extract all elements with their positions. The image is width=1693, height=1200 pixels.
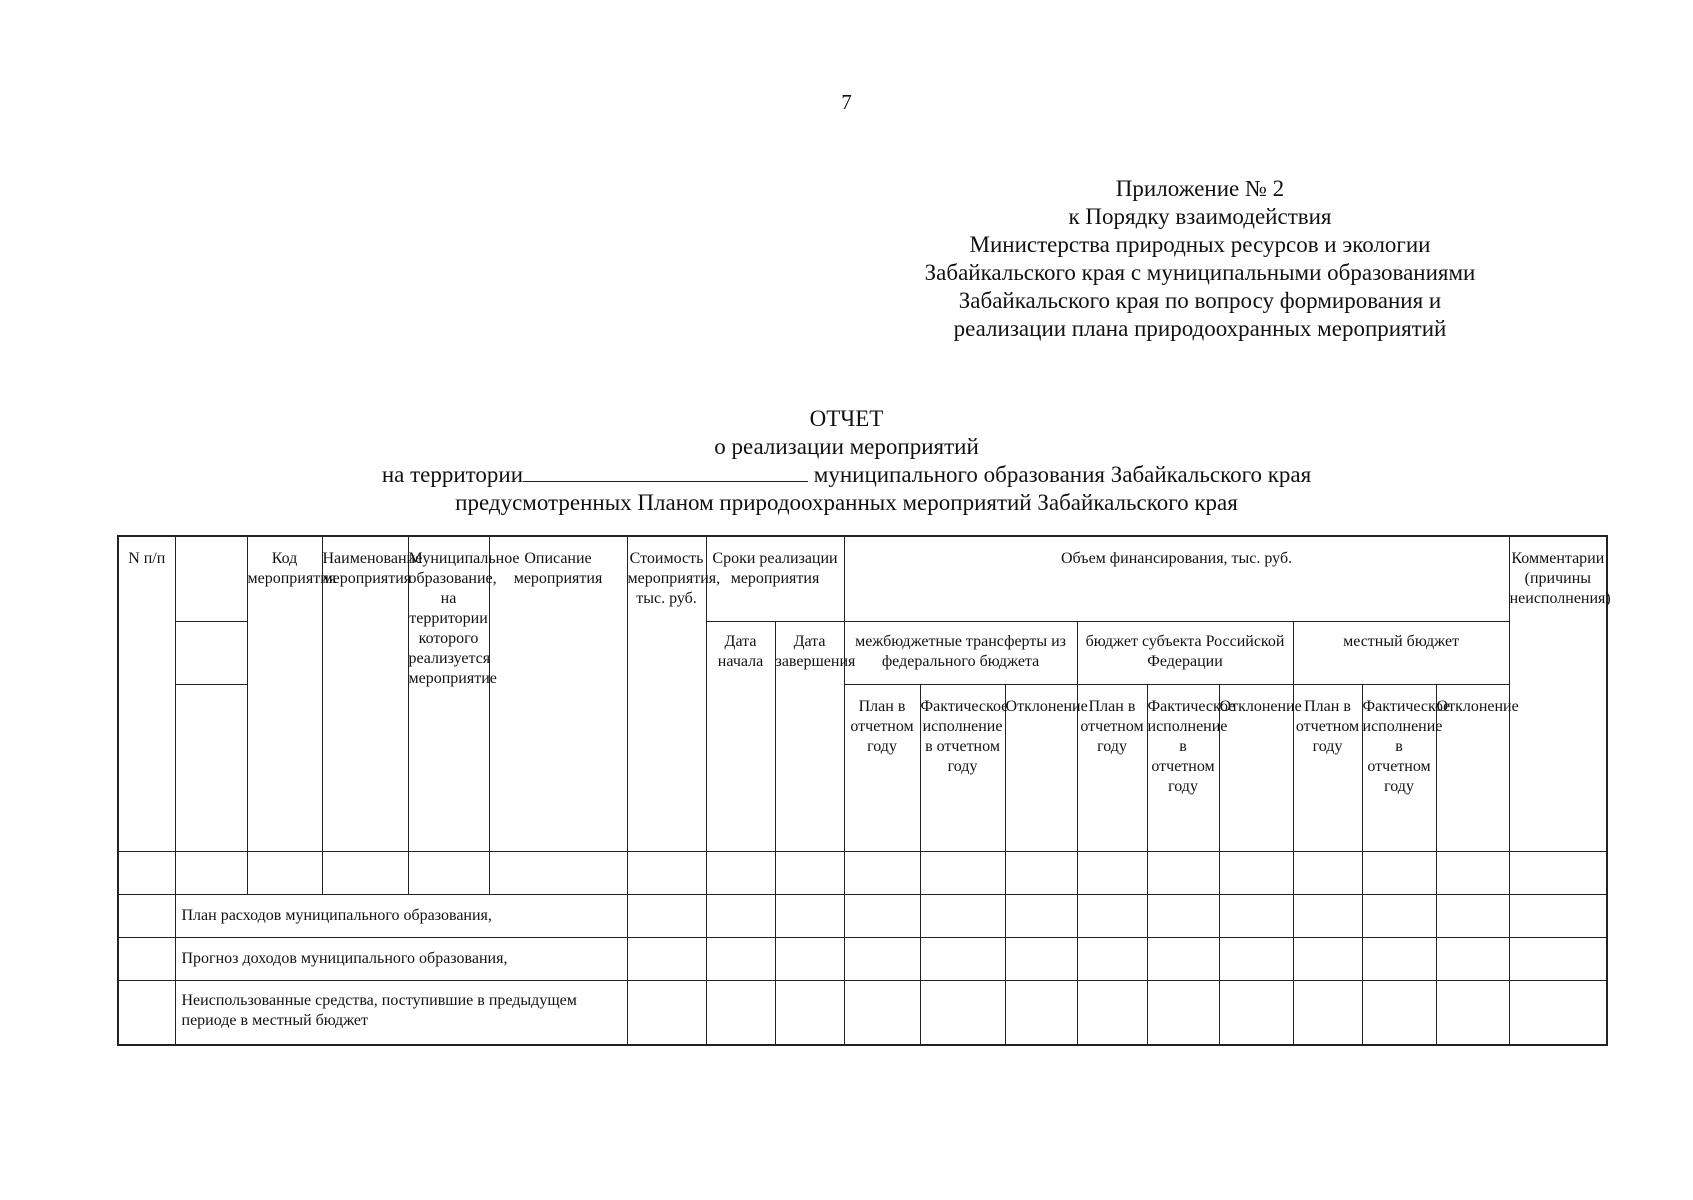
table-cell[interactable] [1509,851,1607,894]
appendix-line: Министерства природных ресурсов и экологии [969,232,1431,257]
table-cell[interactable] [844,851,920,894]
report-title [0,405,1693,517]
appendix-line: реализации плана природоохранных мероприятий [953,316,1447,341]
table-cell[interactable] [322,851,408,894]
table-cell[interactable] [627,980,706,1045]
report-table [117,535,1611,1046]
table-cell[interactable] [408,851,489,894]
header-end-date: Дата завершения [775,621,844,851]
table-cell[interactable] [706,937,775,980]
header-name: Наименование мероприятия [322,536,408,851]
appendix-line: Забайкальского края по вопросу формирования и [958,288,1442,313]
report-title-line4: предусмотренных Планом природоохранных мероприятий Забайкальского края [455,490,1238,515]
table-cell[interactable] [1147,980,1219,1045]
header-local-deviation: Отклонение [1436,684,1509,851]
table-cell [118,980,175,1045]
header-federal-actual: Фактическое исполнение в отчетном году [920,684,1005,851]
table-cell[interactable] [1005,980,1077,1045]
table-cell[interactable] [920,851,1005,894]
table-cell[interactable] [1436,937,1509,980]
table-cell[interactable] [706,851,775,894]
table-cell[interactable] [1509,894,1607,937]
report-title-line1: ОТЧЕТ [809,406,884,431]
header-federal-plan: План в отчетном году [844,684,920,851]
header-regional-deviation: Отклонение [1219,684,1293,851]
table-cell[interactable] [1362,937,1436,980]
table-cell[interactable] [1293,894,1362,937]
report-title-line2: о реализации мероприятий [714,434,979,459]
table-cell[interactable] [489,851,627,894]
table-cell[interactable] [1219,937,1293,980]
header-federal-transfers: межбюджетные трансферты из федерального бюджета [844,621,1077,684]
territory-prefix: на территории [381,462,524,487]
table-cell[interactable] [1293,937,1362,980]
table-cell[interactable] [920,937,1005,980]
table-cell[interactable] [1147,851,1219,894]
table-cell[interactable] [175,851,247,894]
table-cell[interactable] [1293,980,1362,1045]
table-cell[interactable] [775,851,844,894]
header-num: N п/п [118,536,175,851]
summary-row [118,894,1607,937]
table-cell[interactable] [1005,894,1077,937]
header-regional-plan: План в отчетном году [1077,684,1147,851]
header-cost: Стоимость мероприятия, тыс. руб. [627,536,706,851]
header-local-actual: Фактическое исполнение в отчетном году [1362,684,1436,851]
summary-label-income-forecast: Прогноз доходов муниципального образования, [175,937,627,980]
table-cell[interactable] [706,980,775,1045]
table-cell [118,894,175,937]
table-cell[interactable] [775,937,844,980]
summary-row [118,937,1607,980]
header-funding: Объем финансирования, тыс. руб. [844,536,1509,621]
table-cell[interactable] [627,851,706,894]
summary-label-unused-funds: Неиспользованные средства, поступившие в предыдущем периоде в местный бюджет [175,980,627,1045]
header-blank-cell [175,621,247,684]
table-cell [118,937,175,980]
table-cell[interactable] [1005,851,1077,894]
table-cell[interactable] [1436,851,1509,894]
table-cell[interactable] [1293,851,1362,894]
table-cell[interactable] [775,894,844,937]
page-number: 7 [841,90,852,114]
table-cell[interactable] [920,894,1005,937]
table-cell[interactable] [844,937,920,980]
table-cell[interactable] [1219,851,1293,894]
table-cell[interactable] [844,980,920,1045]
header-municipality: Муниципальное образование, на территории которого реализуется мероприятие [408,536,489,851]
header-local-budget: местный бюджет [1293,621,1509,684]
table-cell[interactable] [844,894,920,937]
table-cell[interactable] [706,894,775,937]
summary-label-expenditure-plan: План расходов муниципального образования, [175,894,627,937]
table-cell[interactable] [1362,851,1436,894]
table-cell[interactable] [1362,894,1436,937]
table-cell[interactable] [1219,980,1293,1045]
territory-blank-field[interactable] [523,461,808,482]
header-regional-actual: Фактическое исполнение в отчетном году [1147,684,1219,851]
table-cell[interactable] [1147,894,1219,937]
header-local-plan: План в отчетном году [1293,684,1362,851]
summary-row [118,980,1607,1045]
header-description: Описание мероприятия [489,536,627,851]
header-terms: Сроки реализации мероприятия [706,536,844,621]
table-cell[interactable] [1436,894,1509,937]
table-cell[interactable] [775,980,844,1045]
table-cell[interactable] [1436,980,1509,1045]
table-cell[interactable] [1219,894,1293,937]
table-cell[interactable] [1147,937,1219,980]
table-cell[interactable] [1509,937,1607,980]
table-cell[interactable] [1509,980,1607,1045]
header-blank-cell [175,684,247,851]
header-comments: Комментарии (причины неисполнения) [1509,536,1607,851]
table-cell[interactable] [627,894,706,937]
table-cell[interactable] [1077,851,1147,894]
header-blank-cell [175,536,247,621]
table-row [118,851,1607,894]
report-title-line3 [0,461,1693,489]
header-regional-budget: бюджет субъекта Российской Федерации [1077,621,1293,684]
appendix-line: к Порядку взаимодействия [1068,204,1332,229]
appendix-heading [900,175,1500,343]
appendix-line: Забайкальского края с муниципальными образованиями [924,260,1476,285]
table-cell[interactable] [1005,937,1077,980]
header-code: Код мероприятия [247,536,322,851]
table-cell[interactable] [1077,937,1147,980]
table-cell[interactable] [247,851,322,894]
appendix-line: Приложение № 2 [1115,176,1285,201]
table-cell[interactable] [920,980,1005,1045]
territory-suffix: муниципального образования Забайкальского края [813,462,1312,487]
table-cell[interactable] [1077,980,1147,1045]
header-federal-deviation: Отклонение [1005,684,1077,851]
table-cell[interactable] [118,851,175,894]
table-cell[interactable] [1077,894,1147,937]
table-cell[interactable] [1362,980,1436,1045]
header-start-date: Дата начала [706,621,775,851]
table-cell[interactable] [627,937,706,980]
